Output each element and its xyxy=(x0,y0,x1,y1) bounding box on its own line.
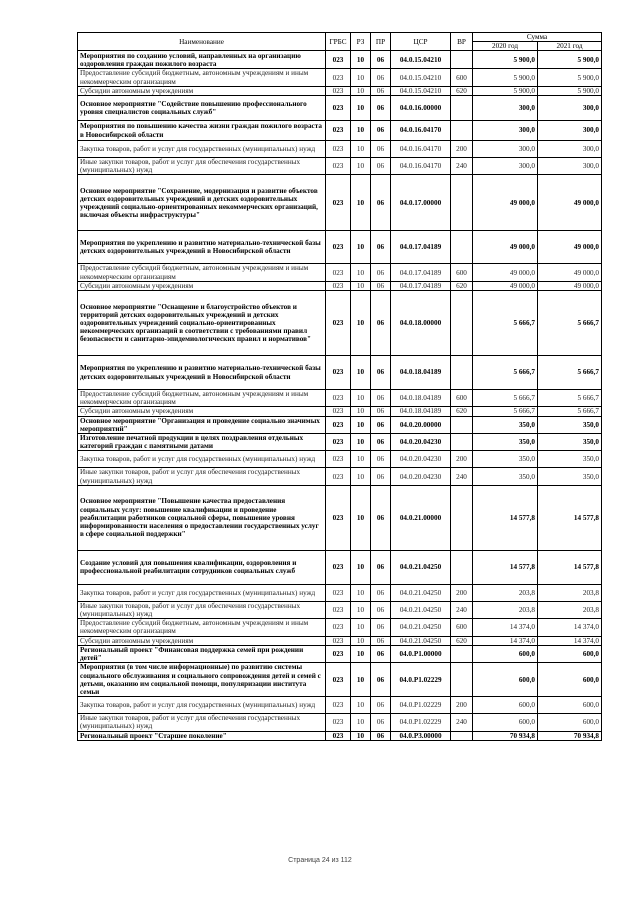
row-rz: 10 xyxy=(351,175,371,231)
row-name: Региональный проект "Финансовая поддержка семей при рождении детей" xyxy=(78,645,326,662)
row-sum-2021: 350,0 xyxy=(538,416,602,433)
row-sum-2020: 49 000,0 xyxy=(473,231,538,264)
row-grbs: 023 xyxy=(326,731,351,740)
table-row xyxy=(78,468,602,485)
row-csr: 04.0.20.00000 xyxy=(391,416,451,433)
row-pr: 06 xyxy=(371,645,391,662)
table-row xyxy=(78,584,602,601)
row-grbs: 023 xyxy=(326,158,351,175)
row-csr: 04.0.20.04230 xyxy=(391,468,451,485)
row-grbs: 023 xyxy=(326,485,351,550)
row-sum-2021: 300,0 xyxy=(538,158,602,175)
row-sum-2020: 5 900,0 xyxy=(473,86,538,95)
row-pr: 06 xyxy=(371,175,391,231)
row-csr: 04.0.21.04250 xyxy=(391,550,451,584)
row-pr: 06 xyxy=(371,485,391,550)
row-name: Субсидии автономным учреждениям xyxy=(78,281,326,290)
row-sum-2020: 600,0 xyxy=(473,714,538,731)
row-grbs: 023 xyxy=(326,231,351,264)
row-vr xyxy=(451,51,473,69)
table-row xyxy=(78,86,602,95)
row-name: Изготовление печатной продукции в целях поздравления отдельных категорий граждан с памятными датами xyxy=(78,434,326,451)
page-footer: Страница 24 из 112 xyxy=(288,857,352,864)
row-sum-2021: 5 666,7 xyxy=(538,291,602,356)
row-pr: 06 xyxy=(371,158,391,175)
row-vr xyxy=(451,121,473,141)
row-grbs: 023 xyxy=(326,264,351,281)
row-name: Субсидии автономным учреждениям xyxy=(78,86,326,95)
row-csr: 04.0.17.04189 xyxy=(391,264,451,281)
row-vr: 600 xyxy=(451,390,473,407)
row-pr: 06 xyxy=(371,291,391,356)
row-sum-2020: 49 000,0 xyxy=(473,281,538,290)
row-vr: 620 xyxy=(451,281,473,290)
row-rz: 10 xyxy=(351,714,371,731)
row-vr xyxy=(451,645,473,662)
row-sum-2020: 600,0 xyxy=(473,645,538,662)
table-row xyxy=(78,158,602,175)
row-vr: 240 xyxy=(451,714,473,731)
row-rz: 10 xyxy=(351,550,371,584)
row-rz: 10 xyxy=(351,416,371,433)
row-pr: 06 xyxy=(371,416,391,433)
row-csr: 04.0.20.04230 xyxy=(391,451,451,468)
row-name: Иные закупки товаров, работ и услуг для обеспечения государственных (муниципальных) нужд xyxy=(78,158,326,175)
row-name: Основное мероприятие "Содействие повышению профессионального уровня специалистов социальных служб" xyxy=(78,96,326,121)
row-vr: 200 xyxy=(451,141,473,158)
table-row xyxy=(78,714,602,731)
row-grbs: 023 xyxy=(326,416,351,433)
row-name: Иные закупки товаров, работ и услуг для обеспечения государственных (муниципальных) нужд xyxy=(78,601,326,618)
row-sum-2021: 14 374,0 xyxy=(538,619,602,636)
row-pr: 06 xyxy=(371,86,391,95)
row-sum-2020: 203,8 xyxy=(473,601,538,618)
row-vr: 240 xyxy=(451,468,473,485)
row-pr: 06 xyxy=(371,356,391,390)
row-csr: 04.0.20.04230 xyxy=(391,434,451,451)
table-row xyxy=(78,51,602,69)
row-sum-2021: 5 900,0 xyxy=(538,69,602,86)
row-csr: 04.0.17.04189 xyxy=(391,281,451,290)
header-csr: ЦСР xyxy=(391,33,451,51)
table-row xyxy=(78,451,602,468)
row-pr: 06 xyxy=(371,636,391,645)
row-pr: 06 xyxy=(371,69,391,86)
header-grbs: ГРБС xyxy=(326,33,351,51)
row-rz: 10 xyxy=(351,434,371,451)
row-vr: 200 xyxy=(451,451,473,468)
row-grbs: 023 xyxy=(326,407,351,416)
row-csr: 04.0.21.04250 xyxy=(391,619,451,636)
row-name: Мероприятия по повышению качества жизни граждан пожилого возраста в Новосибирской области xyxy=(78,121,326,141)
budget-table-sheet xyxy=(77,32,601,741)
row-grbs: 023 xyxy=(326,281,351,290)
row-rz: 10 xyxy=(351,645,371,662)
row-csr: 04.0.P1.00000 xyxy=(391,645,451,662)
header-vr: ВР xyxy=(451,33,473,51)
table-row xyxy=(78,281,602,290)
table-row xyxy=(78,291,602,356)
row-sum-2020: 600,0 xyxy=(473,697,538,714)
row-grbs: 023 xyxy=(326,121,351,141)
row-pr: 06 xyxy=(371,601,391,618)
row-csr: 04.0.18.00000 xyxy=(391,291,451,356)
row-sum-2021: 203,8 xyxy=(538,601,602,618)
row-vr: 240 xyxy=(451,158,473,175)
row-csr: 04.0.18.04189 xyxy=(391,407,451,416)
row-pr: 06 xyxy=(371,619,391,636)
row-sum-2021: 14 374,0 xyxy=(538,636,602,645)
row-csr: 04.0.P3.00000 xyxy=(391,731,451,740)
row-pr: 06 xyxy=(371,141,391,158)
row-grbs: 023 xyxy=(326,69,351,86)
row-vr: 600 xyxy=(451,69,473,86)
row-csr: 04.0.18.04189 xyxy=(391,356,451,390)
row-vr: 620 xyxy=(451,407,473,416)
row-sum-2021: 49 000,0 xyxy=(538,281,602,290)
row-rz: 10 xyxy=(351,407,371,416)
row-pr: 06 xyxy=(371,697,391,714)
row-rz: 10 xyxy=(351,731,371,740)
row-rz: 10 xyxy=(351,601,371,618)
row-rz: 10 xyxy=(351,451,371,468)
row-vr: 600 xyxy=(451,619,473,636)
row-name: Предоставление субсидий бюджетным, автономным учреждениям и иным некоммерческим организациям xyxy=(78,264,326,281)
row-grbs: 023 xyxy=(326,550,351,584)
row-sum-2020: 14 577,8 xyxy=(473,550,538,584)
row-vr xyxy=(451,356,473,390)
row-name: Мероприятия по созданию условий, направленных на организацию оздоровления граждан пожилого возраста xyxy=(78,51,326,69)
row-csr: 04.0.17.00000 xyxy=(391,175,451,231)
row-name: Закупка товаров, работ и услуг для государственных (муниципальных) нужд xyxy=(78,584,326,601)
row-name: Региональный проект "Старшее поколение" xyxy=(78,731,326,740)
row-grbs: 023 xyxy=(326,51,351,69)
table-row xyxy=(78,96,602,121)
row-sum-2021: 5 666,7 xyxy=(538,356,602,390)
row-sum-2020: 14 374,0 xyxy=(473,619,538,636)
table-row xyxy=(78,141,602,158)
row-vr: 620 xyxy=(451,86,473,95)
row-pr: 06 xyxy=(371,264,391,281)
row-grbs: 023 xyxy=(326,86,351,95)
row-pr: 06 xyxy=(371,451,391,468)
row-rz: 10 xyxy=(351,390,371,407)
row-sum-2021: 49 000,0 xyxy=(538,175,602,231)
row-rz: 10 xyxy=(351,356,371,390)
row-sum-2020: 350,0 xyxy=(473,451,538,468)
row-sum-2021: 5 900,0 xyxy=(538,86,602,95)
row-pr: 06 xyxy=(371,121,391,141)
row-csr: 04.0.16.04170 xyxy=(391,121,451,141)
row-grbs: 023 xyxy=(326,697,351,714)
table-row xyxy=(78,485,602,550)
row-rz: 10 xyxy=(351,69,371,86)
row-sum-2020: 5 666,7 xyxy=(473,356,538,390)
row-vr xyxy=(451,485,473,550)
row-name: Закупка товаров, работ и услуг для государственных (муниципальных) нужд xyxy=(78,141,326,158)
row-csr: 04.0.P1.02229 xyxy=(391,697,451,714)
table-row xyxy=(78,663,602,697)
row-csr: 04.0.16.00000 xyxy=(391,96,451,121)
row-pr: 06 xyxy=(371,281,391,290)
row-rz: 10 xyxy=(351,86,371,95)
row-name: Мероприятия по укреплению и развитию материально-технической базы детских оздоровительных учреждений в Новосибирской области xyxy=(78,231,326,264)
row-grbs: 023 xyxy=(326,619,351,636)
row-sum-2021: 14 577,8 xyxy=(538,485,602,550)
row-csr: 04.0.16.04170 xyxy=(391,158,451,175)
row-pr: 06 xyxy=(371,584,391,601)
row-csr: 04.0.P1.02229 xyxy=(391,714,451,731)
table-row xyxy=(78,731,602,740)
row-sum-2020: 300,0 xyxy=(473,96,538,121)
row-rz: 10 xyxy=(351,468,371,485)
row-rz: 10 xyxy=(351,663,371,697)
row-sum-2021: 70 934,8 xyxy=(538,731,602,740)
row-rz: 10 xyxy=(351,291,371,356)
row-grbs: 023 xyxy=(326,291,351,356)
row-pr: 06 xyxy=(371,468,391,485)
row-sum-2020: 70 934,8 xyxy=(473,731,538,740)
row-grbs: 023 xyxy=(326,584,351,601)
row-name: Предоставление субсидий бюджетным, автономным учреждениям и иным некоммерческим организациям xyxy=(78,390,326,407)
row-vr xyxy=(451,434,473,451)
row-name: Субсидии автономным учреждениям xyxy=(78,407,326,416)
row-vr xyxy=(451,663,473,697)
row-grbs: 023 xyxy=(326,96,351,121)
row-grbs: 023 xyxy=(326,663,351,697)
row-name: Создание условий для повышения квалификации, оздоровления и профессиональной реабилитации сотрудников социальных служб xyxy=(78,550,326,584)
row-grbs: 023 xyxy=(326,714,351,731)
table-row xyxy=(78,601,602,618)
row-pr: 06 xyxy=(371,550,391,584)
table-row xyxy=(78,356,602,390)
table-row xyxy=(78,407,602,416)
row-sum-2020: 5 666,7 xyxy=(473,390,538,407)
row-rz: 10 xyxy=(351,231,371,264)
row-csr: 04.0.15.04210 xyxy=(391,51,451,69)
table-row xyxy=(78,416,602,433)
row-csr: 04.0.15.04210 xyxy=(391,86,451,95)
row-name: Субсидии автономным учреждениям xyxy=(78,636,326,645)
row-grbs: 023 xyxy=(326,141,351,158)
row-grbs: 023 xyxy=(326,601,351,618)
table-row xyxy=(78,264,602,281)
row-sum-2021: 600,0 xyxy=(538,714,602,731)
row-csr: 04.0.21.04250 xyxy=(391,584,451,601)
row-name: Закупка товаров, работ и услуг для государственных (муниципальных) нужд xyxy=(78,451,326,468)
row-grbs: 023 xyxy=(326,175,351,231)
row-name: Основное мероприятие "Организация и проведение социально значимых мероприятий" xyxy=(78,416,326,433)
row-sum-2020: 350,0 xyxy=(473,434,538,451)
row-csr: 04.0.21.00000 xyxy=(391,485,451,550)
row-vr xyxy=(451,175,473,231)
row-rz: 10 xyxy=(351,141,371,158)
header-sum: Сумма xyxy=(473,33,602,42)
row-pr: 06 xyxy=(371,51,391,69)
row-sum-2021: 14 577,8 xyxy=(538,550,602,584)
row-sum-2021: 300,0 xyxy=(538,141,602,158)
row-name: Иные закупки товаров, работ и услуг для обеспечения государственных (муниципальных) нужд xyxy=(78,714,326,731)
table-row xyxy=(78,231,602,264)
row-vr xyxy=(451,96,473,121)
header-year-2021: 2021 год xyxy=(538,42,602,51)
row-name: Основное мероприятие "Повышение качества предоставления социальных услуг: повышение квалификации и проведение реабилитации работников социальной сферы, повышение уровня информированности населения о предоставлении государственных услуг в сфере социальной поддержки" xyxy=(78,485,326,550)
row-sum-2020: 203,8 xyxy=(473,584,538,601)
header-name: Наименование xyxy=(78,33,326,51)
row-vr xyxy=(451,550,473,584)
budget-table xyxy=(77,32,602,741)
row-sum-2020: 300,0 xyxy=(473,158,538,175)
row-sum-2021: 5 666,7 xyxy=(538,407,602,416)
row-grbs: 023 xyxy=(326,434,351,451)
row-sum-2020: 49 000,0 xyxy=(473,264,538,281)
row-vr: 600 xyxy=(451,264,473,281)
row-sum-2021: 600,0 xyxy=(538,663,602,697)
row-pr: 06 xyxy=(371,434,391,451)
row-csr: 04.0.18.04189 xyxy=(391,390,451,407)
row-pr: 06 xyxy=(371,407,391,416)
row-vr: 620 xyxy=(451,636,473,645)
row-sum-2020: 300,0 xyxy=(473,121,538,141)
row-grbs: 023 xyxy=(326,390,351,407)
row-sum-2021: 5 666,7 xyxy=(538,390,602,407)
row-rz: 10 xyxy=(351,697,371,714)
row-name: Предоставление субсидий бюджетным, автономным учреждениям и иным некоммерческим организациям xyxy=(78,69,326,86)
row-pr: 06 xyxy=(371,96,391,121)
table-body xyxy=(78,51,602,740)
row-sum-2020: 49 000,0 xyxy=(473,175,538,231)
row-rz: 10 xyxy=(351,619,371,636)
table-row xyxy=(78,619,602,636)
row-pr: 06 xyxy=(371,663,391,697)
row-vr xyxy=(451,231,473,264)
row-sum-2020: 14 374,0 xyxy=(473,636,538,645)
row-sum-2020: 5 900,0 xyxy=(473,51,538,69)
row-vr xyxy=(451,291,473,356)
row-name: Основное мероприятие "Сохранение, модернизация и развитие объектов детских оздоровительных учреждений и детских оздоровительных учреждений социально-ориентированных некоммерческих организаций, включая объекты инфраструктуры" xyxy=(78,175,326,231)
row-csr: 04.0.21.04250 xyxy=(391,636,451,645)
row-pr: 06 xyxy=(371,714,391,731)
row-name: Мероприятия по укреплению и развитию материально-технической базы детских оздоровительных учреждений в Новосибирской области xyxy=(78,356,326,390)
row-csr: 04.0.21.04250 xyxy=(391,601,451,618)
row-pr: 06 xyxy=(371,231,391,264)
table-row xyxy=(78,121,602,141)
row-name: Мероприятия (в том числе информационные) по развитию системы социального обслуживания и социального сопровождения детей и семей с детьми, оказанию им социальной помощи, популяризации института семьи xyxy=(78,663,326,697)
row-sum-2021: 300,0 xyxy=(538,121,602,141)
row-rz: 10 xyxy=(351,485,371,550)
row-pr: 06 xyxy=(371,731,391,740)
row-csr: 04.0.15.04210 xyxy=(391,69,451,86)
row-grbs: 023 xyxy=(326,468,351,485)
row-name: Закупка товаров, работ и услуг для государственных (муниципальных) нужд xyxy=(78,697,326,714)
row-name: Основное мероприятие "Оснащение и благоустройство объектов и территорий детских оздоровительных учреждений и детских оздоровительных учреждений социально-ориентированных некоммерческих организаций в соответствии с требованиями правил безопасности и санитарно-эпидемиологических правил и нормативов" xyxy=(78,291,326,356)
row-rz: 10 xyxy=(351,584,371,601)
row-rz: 10 xyxy=(351,281,371,290)
row-sum-2020: 5 666,7 xyxy=(473,291,538,356)
row-rz: 10 xyxy=(351,158,371,175)
row-sum-2021: 350,0 xyxy=(538,451,602,468)
table-row xyxy=(78,550,602,584)
row-name: Иные закупки товаров, работ и услуг для обеспечения государственных (муниципальных) нужд xyxy=(78,468,326,485)
row-vr: 200 xyxy=(451,584,473,601)
header-pr: ПР xyxy=(371,33,391,51)
header-year-2020: 2020 год xyxy=(473,42,538,51)
table-row xyxy=(78,390,602,407)
row-sum-2021: 350,0 xyxy=(538,468,602,485)
row-grbs: 023 xyxy=(326,636,351,645)
row-rz: 10 xyxy=(351,264,371,281)
table-row xyxy=(78,636,602,645)
row-vr xyxy=(451,731,473,740)
row-sum-2020: 14 577,8 xyxy=(473,485,538,550)
table-row xyxy=(78,434,602,451)
row-rz: 10 xyxy=(351,96,371,121)
row-sum-2020: 5 666,7 xyxy=(473,407,538,416)
table-row xyxy=(78,175,602,231)
row-sum-2020: 350,0 xyxy=(473,416,538,433)
row-grbs: 023 xyxy=(326,356,351,390)
row-csr: 04.0.16.04170 xyxy=(391,141,451,158)
row-sum-2021: 203,8 xyxy=(538,584,602,601)
row-pr: 06 xyxy=(371,390,391,407)
row-vr: 200 xyxy=(451,697,473,714)
row-csr: 04.0.17.04189 xyxy=(391,231,451,264)
row-vr xyxy=(451,416,473,433)
row-sum-2021: 5 900,0 xyxy=(538,51,602,69)
row-sum-2021: 300,0 xyxy=(538,96,602,121)
row-sum-2020: 350,0 xyxy=(473,468,538,485)
row-rz: 10 xyxy=(351,51,371,69)
row-rz: 10 xyxy=(351,636,371,645)
row-sum-2020: 600,0 xyxy=(473,663,538,697)
row-sum-2021: 600,0 xyxy=(538,645,602,662)
row-sum-2021: 49 000,0 xyxy=(538,231,602,264)
table-row xyxy=(78,645,602,662)
table-row xyxy=(78,69,602,86)
table-header-row xyxy=(78,33,602,42)
row-sum-2020: 5 900,0 xyxy=(473,69,538,86)
row-csr: 04.0.P1.02229 xyxy=(391,663,451,697)
header-rz: РЗ xyxy=(351,33,371,51)
row-sum-2020: 300,0 xyxy=(473,141,538,158)
row-sum-2021: 350,0 xyxy=(538,434,602,451)
row-grbs: 023 xyxy=(326,451,351,468)
row-rz: 10 xyxy=(351,121,371,141)
row-vr: 240 xyxy=(451,601,473,618)
row-sum-2021: 600,0 xyxy=(538,697,602,714)
row-grbs: 023 xyxy=(326,645,351,662)
row-name: Предоставление субсидий бюджетным, автономным учреждениям и иным некоммерческим организациям xyxy=(78,619,326,636)
row-sum-2021: 49 000,0 xyxy=(538,264,602,281)
table-row xyxy=(78,697,602,714)
